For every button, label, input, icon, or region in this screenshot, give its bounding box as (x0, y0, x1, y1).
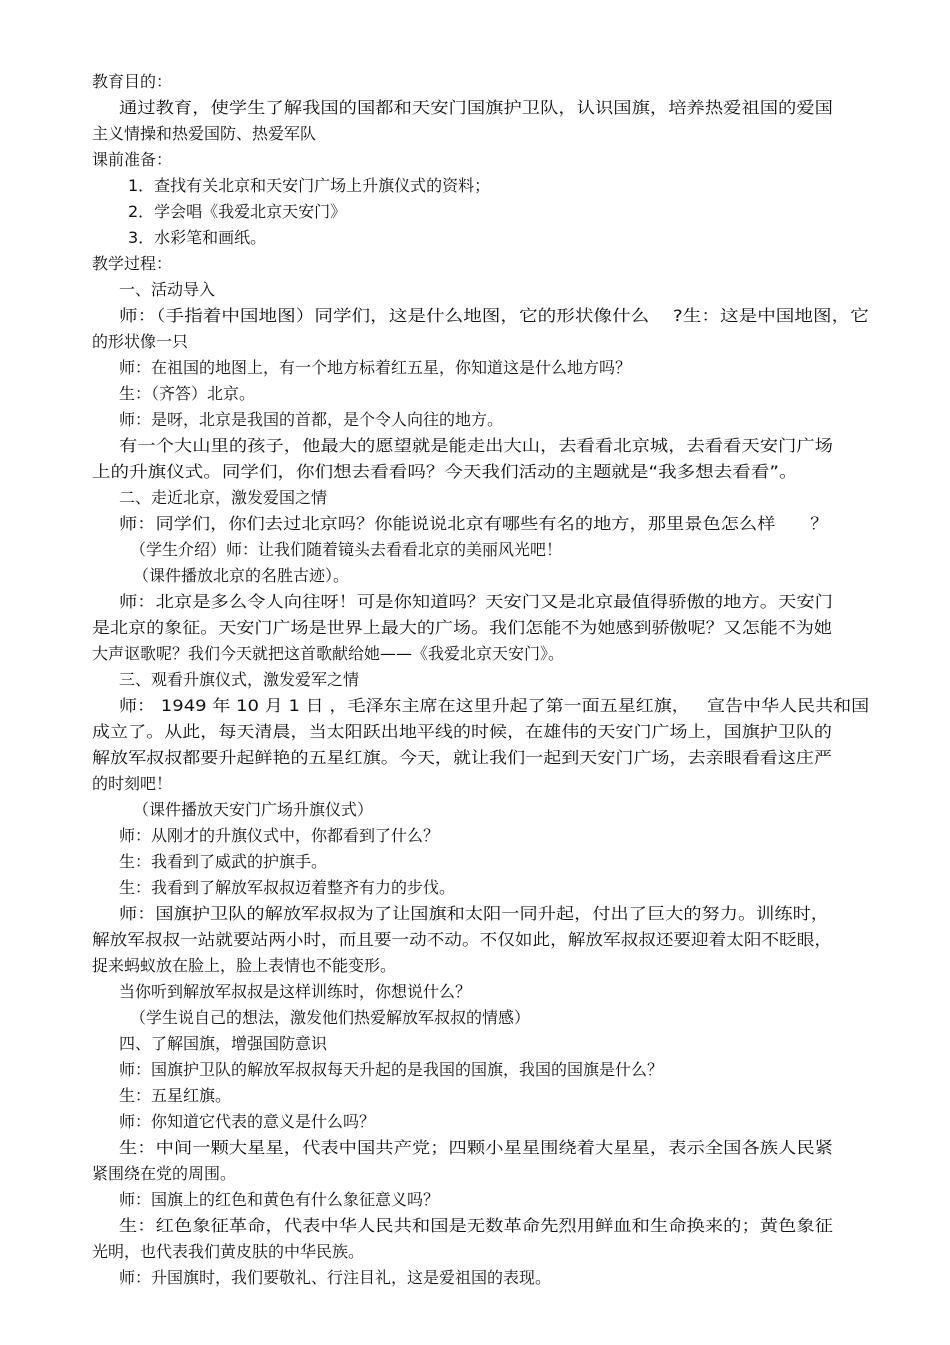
text-line-29: （课件播放天安门广场升旗仪式） (133, 800, 374, 819)
text-line-47: 师：升国旗时，我们要敬礼、行注目礼，这是爱祖国的表现。 (119, 1268, 552, 1287)
text-line-28: 的时刻吧！ (92, 774, 173, 793)
text-line-35: 捉来蚂蚁放在脸上，脸上表情也不能变形。 (92, 956, 397, 975)
text-line-33: 师：国旗护卫队的解放军叔叔为了让国旗和太阳一同升起，付出了巨大的努力。训练时， (119, 904, 830, 923)
text-line-13: 生：（齐答）北京。 (119, 384, 256, 403)
text-line-31: 生：我看到了威武的护旗手。 (119, 852, 328, 871)
text-line-24: 三、观看升旗仪式，激发爱军之情 (119, 670, 360, 689)
text-line-32: 生：我看到了解放军叔叔迈着整齐有力的步伐。 (119, 878, 456, 897)
text-line-18: 师：同学们，你们去过北京吗？你能说说北京有哪些有名的地方，那里景色怎么样 ？ (119, 514, 829, 533)
text-line-30: 师：从刚才的升旗仪式中，你都看到了什么？ (119, 826, 440, 845)
text-line-34: 解放军叔叔一站就要站两小时，而且要一动不动。不仅如此，解放军叔叔还要迎着太阳不眨眼， (92, 930, 833, 949)
text-line-45: 生：红色象征革命，代表中华人民共和国是无数革命先烈用鲜血和生命换来的；黄色象征 (119, 1216, 833, 1235)
text-line-2: 通过教育，使学生了解我国的国都和天安门国旗护卫队，认识国旗，培养热爱祖国的爱国 (119, 98, 833, 117)
text-line-40: 生：五星红旗。 (119, 1086, 232, 1105)
text-line-41: 师：你知道它代表的意义是什么吗？ (119, 1112, 376, 1131)
text-line-4: 课前准备： (92, 150, 173, 169)
text-line-46: 光明，也代表我们黄皮肤的中华民族。 (92, 1242, 365, 1261)
text-line-39: 师：国旗护卫队的解放军叔叔每天升起的是我国的国旗，我国的国旗是什么？ (119, 1060, 664, 1079)
text-line-17: 二、走近北京，激发爱国之情 (119, 488, 328, 507)
text-line-26: 成立了。从此，每天清晨，当太阳跃出地平线的时候，在雄伟的天安门广场上，国旗护卫队的 (92, 722, 832, 741)
text-line-37: （学生说自己的想法，激发他们热爱解放军叔叔的情感） (130, 1008, 531, 1027)
text-line-19: （学生介绍）师：让我们随着镜头去看看北京的美丽风光吧！ (130, 540, 563, 559)
text-line-1: 教育目的： (92, 72, 173, 91)
text-line-42: 生：中间一颗大星星，代表中国共产党；四颗小星星围绕着大星星，表示全国各族人民紧 (119, 1138, 833, 1157)
text-line-20: （课件播放北京的名胜古迹）。 (133, 566, 350, 585)
text-line-16: 上的升旗仪式。同学们，你们想去看看吗？今天我们活动的主题就是“我多想去看看”。 (92, 462, 798, 481)
text-line-44: 师：国旗上的红色和黄色有什么象征意义吗？ (119, 1190, 440, 1209)
text-line-38: 四、了解国旗，增强国防意识 (119, 1034, 328, 1053)
text-line-10: 师：（手指着中国地图）同学们，这是什么地图，它的形状像什么 ?生：这是中国地图，它 (119, 306, 869, 325)
text-line-14: 师：是呀，北京是我国的首都，是个令人向往的地方。 (119, 410, 504, 429)
text-line-6: 2．学会唱《我爱北京天安门》 (128, 202, 347, 221)
text-line-3: 主义情操和热爱国防、热爱军队 (92, 124, 317, 143)
text-line-15: 有一个大山里的孩子，他最大的愿望就是能走出大山，去看看北京城，去看看天安门广场 (119, 436, 833, 455)
text-line-27: 解放军叔叔都要升起鲜艳的五星红旗。今天，就让我们一起到天安门广场，去亲眼看看这庄严 (92, 748, 832, 767)
text-line-9: 一、活动导入 (119, 280, 216, 299)
text-line-25: 师： 1949 年 10 月 1 日 ，毛泽东主席在这里升起了第一面五星红旗， 宣告中华人民共和国 (119, 696, 870, 715)
text-line-11: 的形状像一只 (92, 332, 189, 351)
text-line-12: 师：在祖国的地图上，有一个地方标着红五星，你知道这是什么地方吗？ (119, 358, 632, 377)
text-line-21: 师：北京是多么令人向往呀！可是你知道吗？天安门又是北京最值得骄傲的地方。天安门 (119, 592, 833, 611)
text-line-43: 紧围绕在党的周围。 (92, 1164, 237, 1183)
text-line-23: 大声讴歌呢？我们今天就把这首歌献给她——《我爱北京天安门》。 (92, 644, 565, 663)
text-line-5: 1．查找有关北京和天安门广场上升旗仪式的资料； (128, 176, 491, 195)
text-line-8: 教学过程： (92, 254, 173, 273)
text-line-36: 当你听到解放军叔叔是这样训练时，你想说什么？ (119, 982, 472, 1001)
text-line-7: 3．水彩笔和画纸。 (128, 228, 267, 247)
text-line-22: 是北京的象征。天安门广场是世界上最大的广场。我们怎能不为她感到骄傲呢？又怎能不为她 (92, 618, 832, 637)
